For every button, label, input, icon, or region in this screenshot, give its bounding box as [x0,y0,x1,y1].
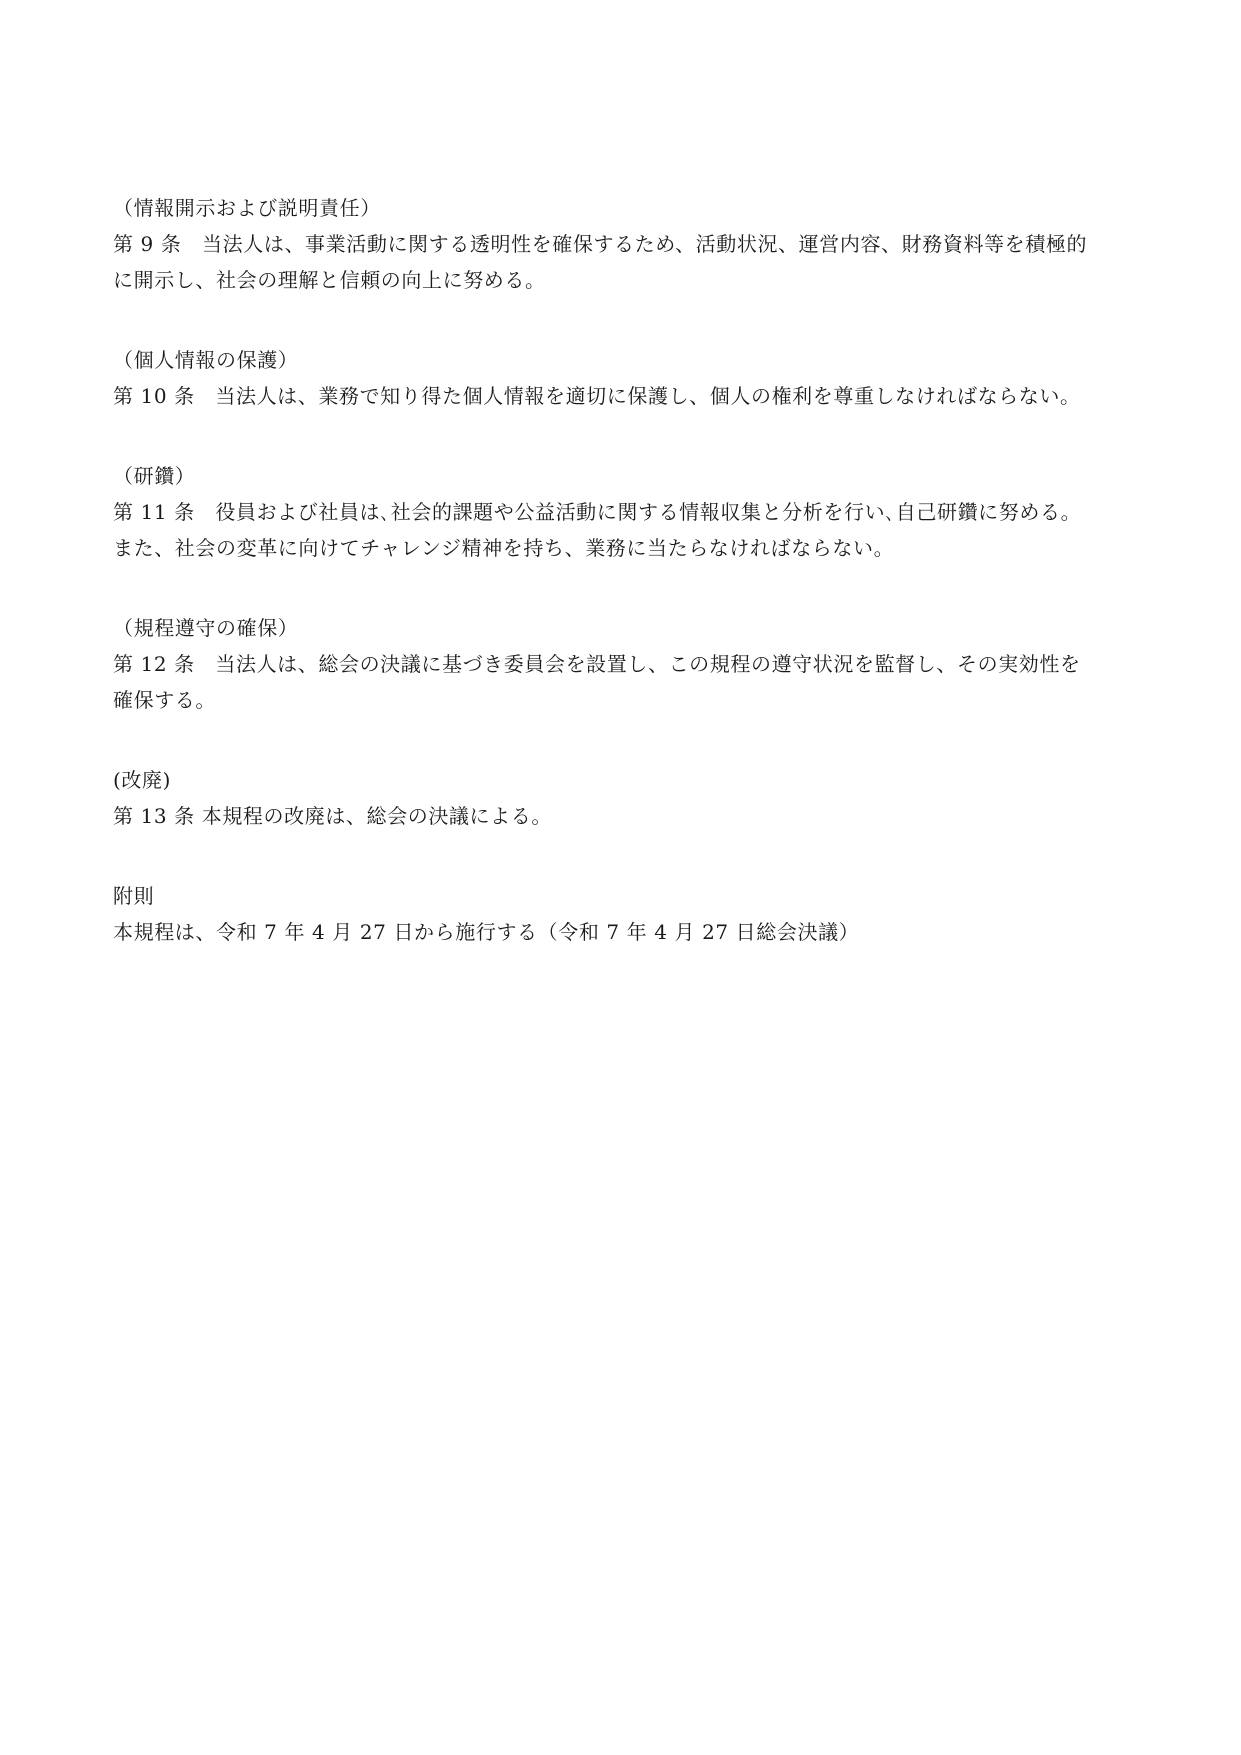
section-heading: （研鑽） [113,464,196,488]
supplementary-provisions-section [113,878,1133,950]
article-text-line: 本規程は、令和 7 年 4 月 27 日から施行する（令和 7 年 4 月 27 日総会決議） [113,920,860,944]
article-text-line: 確保する。 [113,688,216,712]
section-heading: (改廃) [113,768,172,792]
paragraph-spacer [113,566,1133,610]
article-text-line: に開示し、社会の理解と信頼の向上に努める。 [113,268,546,292]
paragraph-spacer [113,718,1133,762]
article-10-section [113,342,1133,414]
paragraph-spacer [113,414,1133,458]
article-text-line: また、社会の変革に向けてチャレンジ精神を持ち、業務に当たらなければならない。 [113,536,895,560]
section-heading: （情報開示および説明責任） [113,196,381,220]
paragraph-spacer [113,834,1133,878]
section-heading: （個人情報の保護） [113,348,299,372]
article-text-line: 第 9 条 当法人は、事業活動に関する透明性を確保するため、活動状況、運営内容、財務資料等を積極的 [113,232,1088,256]
article-11-section [113,458,1133,566]
article-12-section [113,610,1133,718]
section-heading: （規程遵守の確保） [113,616,299,640]
article-text-line: 第 10 条 当法人は、業務で知り得た個人情報を適切に保護し、個人の権利を尊重しなければならない。 [113,384,1081,408]
paragraph-spacer [113,298,1133,342]
article-9-section [113,190,1133,298]
section-heading: 附則 [113,884,155,908]
article-text-line: 第 11 条 役員および社員は､社会的課題や公益活動に関する情報収集と分析を行い､自己研鑽に努める。 [113,500,1082,524]
article-13-section [113,762,1133,834]
article-text-line: 第 13 条 本規程の改廃は、総会の決議による。 [113,804,552,828]
document-page [113,190,1133,950]
article-text-line: 第 12 条 当法人は、総会の決議に基づき委員会を設置し、この規程の遵守状況を監督し、その実効性を [113,652,1081,676]
